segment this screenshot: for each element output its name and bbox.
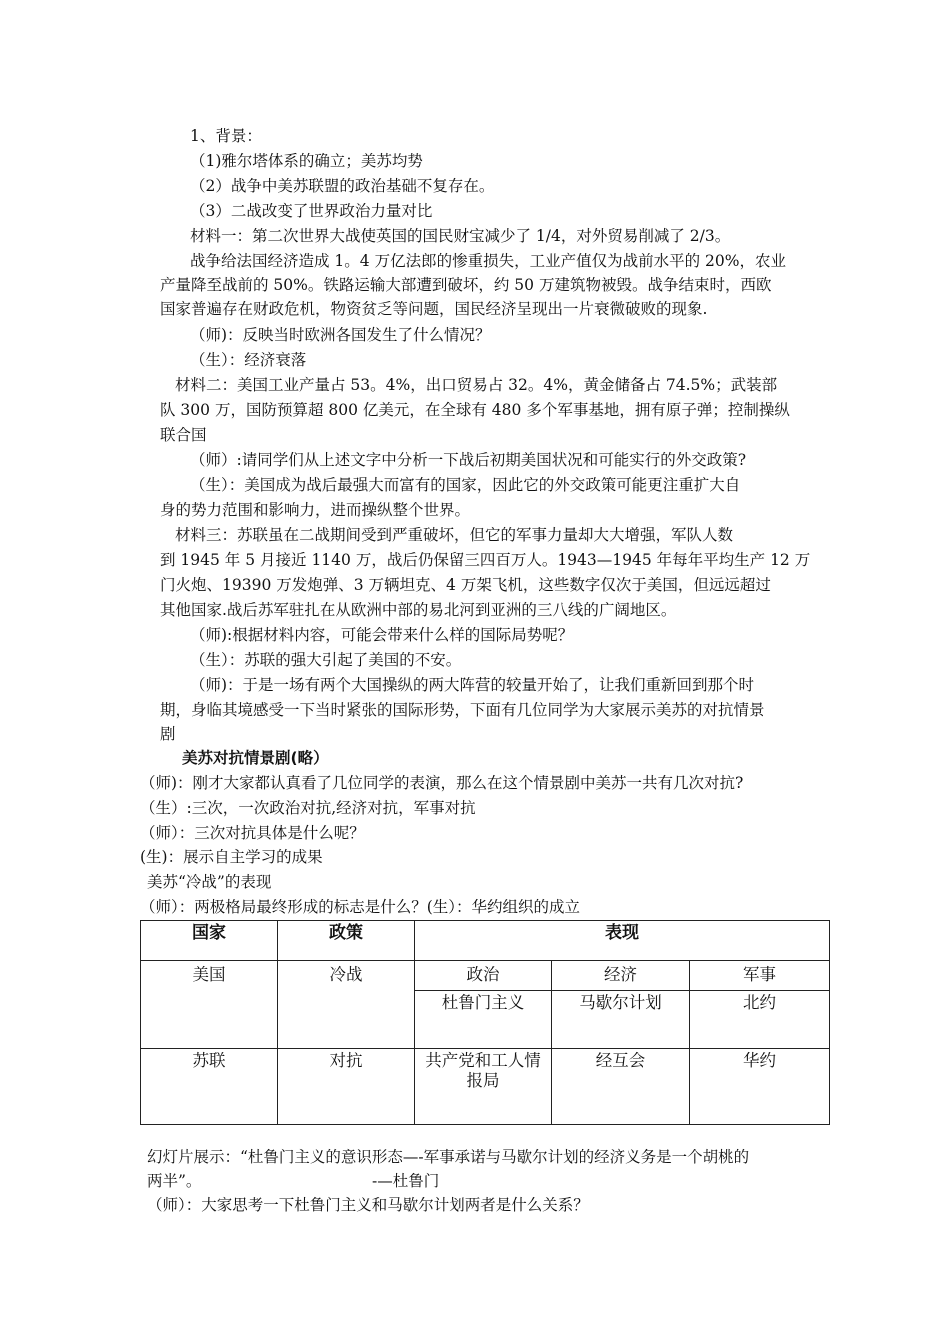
cell-economy-ussr: 经互会	[552, 1049, 690, 1125]
teacher-line: （师)：反映当时欧洲各国发生了什么情况？	[190, 326, 491, 344]
teacher-line: （师）：大家思考一下杜鲁门主义和马歇尔计划两者是什么关系？	[147, 1196, 589, 1214]
teacher-line: （师）：三次对抗具体是什么呢？	[140, 824, 365, 842]
paragraph-line: 到 1945 年 5 月接近 1140 万，战后仍保留三四百万人。1943—1945 年每年平均生产 12 万	[160, 551, 811, 569]
paragraph-line: 身的势力范围和影响力，进而操纵整个世界。	[160, 501, 471, 519]
quote-attribution: -—杜鲁门	[372, 1172, 440, 1190]
material-three: 材料三：苏联虽在二战期间受到严重破坏，但它的军事力量却大大增强，军队人数	[175, 526, 734, 544]
section-heading-drama: 美苏对抗情景剧(略）	[182, 749, 329, 767]
header-country: 国家	[141, 921, 278, 961]
slide-quote-line: 两半”。	[147, 1172, 202, 1190]
paragraph-line: （1)雅尔塔体系的确立；美苏均势	[190, 152, 423, 170]
subheader-politics: 政治	[415, 961, 552, 991]
teacher-line: （师)：于是一场有两个大国操纵的两大阵营的较量开始了，让我们重新回到那个时	[190, 676, 755, 694]
cell-politics-us: 杜鲁门主义	[415, 991, 552, 1049]
header-policy: 政策	[278, 921, 415, 961]
paragraph-line: 产量降至战前的 50%。铁路运输大部遭到破坏，约 50 万建筑物被毁。战争结束时，西欧	[160, 276, 772, 294]
paragraph-line: 期，身临其境感受一下当时紧张的国际形势，下面有几位同学为大家展示美苏的对抗情景	[160, 701, 765, 719]
paragraph-line: （2）战争中美苏联盟的政治基础不复存在。	[190, 177, 495, 195]
slide-quote-line: 幻灯片展示：“杜鲁门主义的意识形态—-军事承诺与马歇尔计划的经济义务是一个胡桃的	[147, 1148, 750, 1166]
teacher-line: （师）:请同学们从上述文字中分析一下战后初期美国状况和可能实行的外交政策?	[190, 451, 747, 469]
paragraph-line: 其他国家.战后苏军驻扎在从欧洲中部的易北河到亚洲的三八线的广阔地区。	[160, 601, 677, 619]
teacher-line: （师）：两极格局最终形成的标志是什么？(生）：华约组织的成立	[140, 898, 581, 916]
paragraph-line: 剧	[160, 725, 176, 743]
cold-war-table	[140, 920, 830, 1125]
cell-policy-ussr: 对抗	[278, 1049, 415, 1125]
background-heading: 1、背景：	[190, 127, 262, 145]
material-one: 材料一：第二次世界大战使英国的国民财宝减少了 1/4，对外贸易削减了 2/3。	[190, 227, 731, 245]
cell-economy-us: 马歇尔计划	[552, 991, 690, 1049]
cell-country-us: 美国	[141, 961, 278, 1049]
subheader-economy: 经济	[552, 961, 690, 991]
cell-policy-us: 冷战	[278, 961, 415, 1049]
teacher-line: （师):根据材料内容，可能会带来什么样的国际局势呢？	[190, 626, 574, 644]
student-line: （生）：美国成为战后最强大而富有的国家，因此它的外交政策可能更注重扩大自	[190, 476, 741, 494]
paragraph-line: 战争给法国经济造成 1。4 万亿法郎的惨重损失，工业产值仅为战前水平的 20%，农业	[190, 252, 786, 270]
paragraph-line: 队 300 万，国防预算超 800 亿美元，在全球有 480 多个军事基地，拥有原子弹；控制操纵	[160, 401, 790, 419]
cell-military-us: 北约	[690, 991, 830, 1049]
student-line: （生）:三次，一次政治对抗,经济对抗，军事对抗	[140, 799, 476, 817]
material-two: 材料二：美国工业产量占 53。4%，出口贸易占 32。4%，黄金储备占 74.5%；武装部	[175, 376, 778, 394]
student-line: （生）：经济衰落	[190, 351, 307, 369]
teacher-line: （师)：刚才大家都认真看了几位同学的表演，那么在这个情景剧中美苏一共有几次对抗?	[140, 774, 744, 792]
cell-military-ussr: 华约	[690, 1049, 830, 1125]
paragraph-line: 联合国	[160, 426, 207, 444]
paragraph-line: （3）二战改变了世界政治力量对比	[190, 202, 433, 220]
cold-war-heading: 美苏“冷战”的表现	[147, 873, 272, 891]
student-line: (生)：展示自主学习的成果	[140, 848, 323, 866]
header-performance: 表现	[415, 921, 830, 961]
cell-country-ussr: 苏联	[141, 1049, 278, 1125]
subheader-military: 军事	[690, 961, 830, 991]
paragraph-line: 国家普遍存在财政危机，物资贫乏等问题，国民经济呈现出一片衰微破败的现象.	[160, 300, 708, 318]
cell-politics-ussr: 共产党和工人情报局	[415, 1049, 552, 1125]
paragraph-line: 门火炮、19390 万发炮弹、3 万辆坦克、4 万架飞机，这些数字仅次于美国，但远远超过	[160, 576, 771, 594]
student-line: （生）：苏联的强大引起了美国的不安。	[190, 651, 462, 669]
